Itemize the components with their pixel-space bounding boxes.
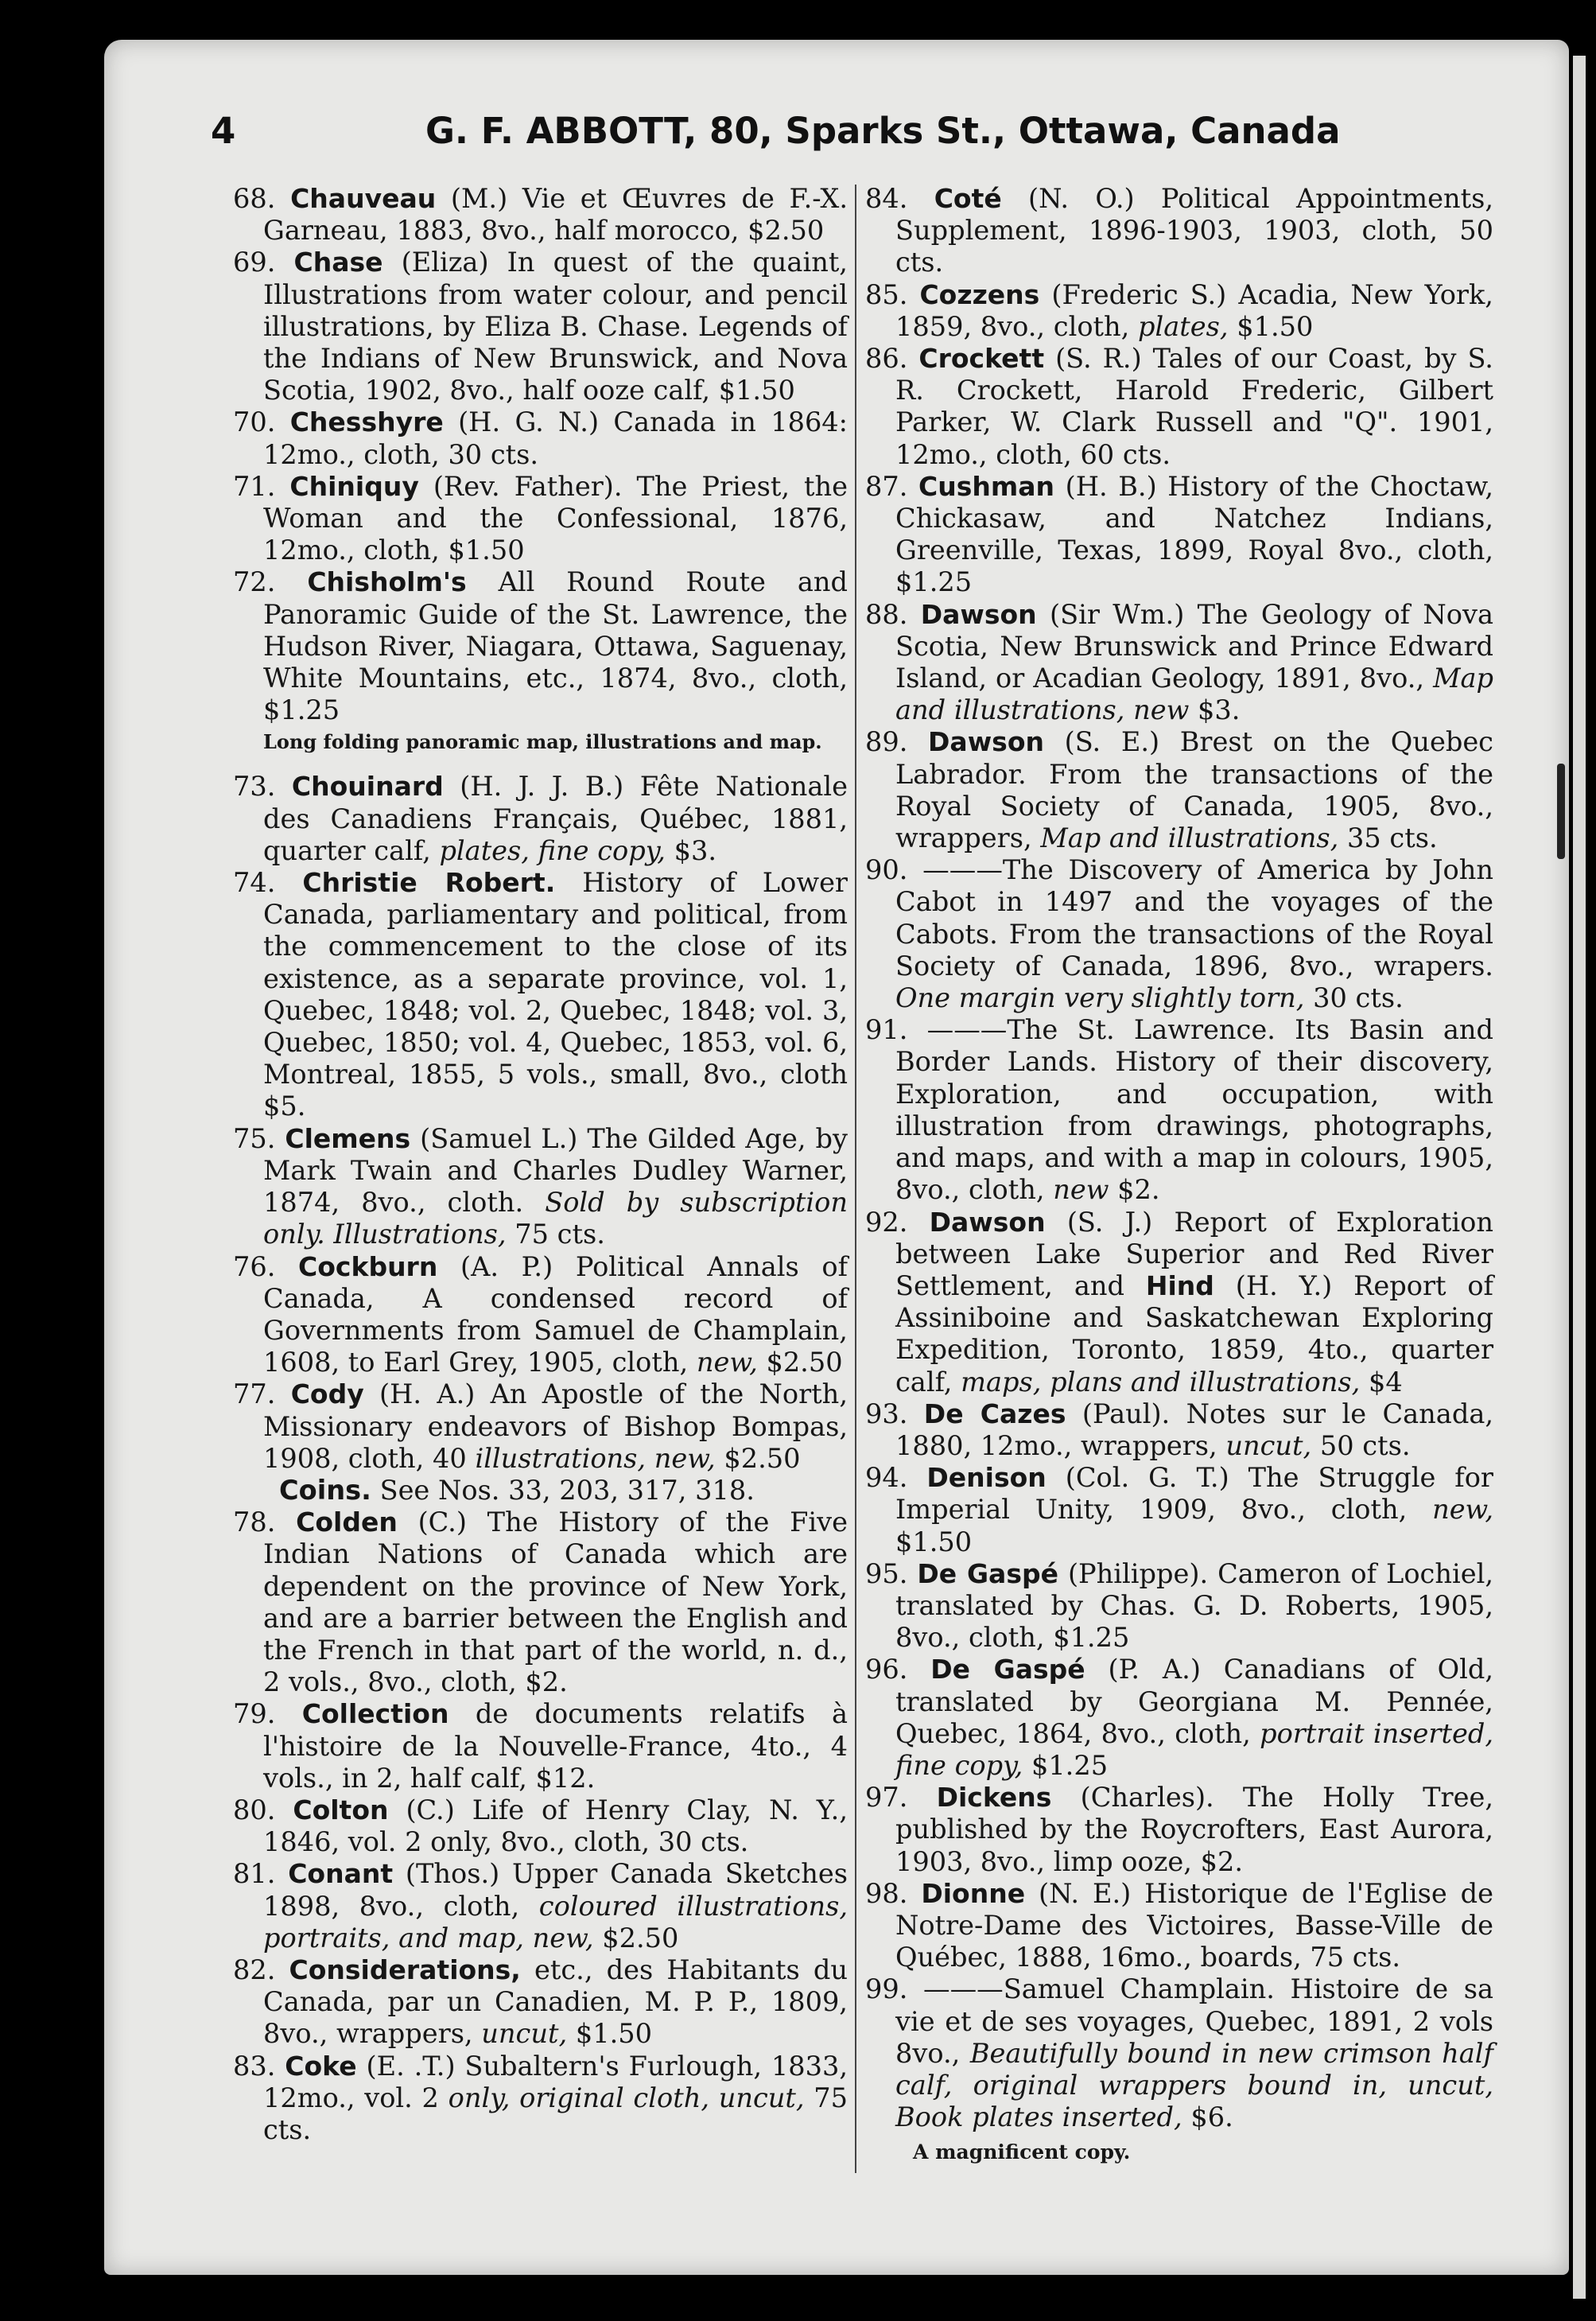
entry-name: Cozzens xyxy=(919,278,1040,310)
entry-text: (Col. G. T.) The Struggle for Imperial Unity, 1909, 8vo., cloth, xyxy=(895,1462,1493,1526)
entry-name: Hind xyxy=(1145,1269,1214,1301)
entry-price: 35 cts. xyxy=(1347,822,1438,854)
entry-text: (Eliza) In quest of the quaint, Illustrations from water colour, and pencil illustrations, by Eliza B. Chase. Legends of the Indians of New Brunswick, and Nova Scotia, 1902, 8vo., half ooze calf, $1.50 xyxy=(263,247,848,406)
entry-text: ———The St. Lawrence. Its Basin and Border Lands. History of their discovery, Exploration, and occupation, with illustration from drawings, photographs, and maps, and with a map in colours, 1905, 8vo., cloth, xyxy=(895,1014,1493,1206)
catalogue-entry xyxy=(865,854,1493,1014)
entry-condition: new, xyxy=(696,1347,758,1378)
scan-mark xyxy=(1557,764,1565,859)
entry-condition: new xyxy=(1053,1174,1109,1206)
entry-price: $2.50 xyxy=(724,1442,801,1474)
entry-text: ———The Discovery of America by John Cabot in 1497 and the voyages of the Cabots. From the transactions of the Royal Society of Canada, 1896, 8vo., wrapers. xyxy=(895,854,1493,982)
catalogue-entry xyxy=(233,247,848,406)
entry-name: De Gaspé xyxy=(917,1557,1058,1589)
entry-condition: coloured illustrations, portraits, and map, new, xyxy=(263,1890,848,1954)
entry-number: 92. xyxy=(865,1206,930,1238)
entry-text: See Nos. 33, 203, 317, 318. xyxy=(379,1474,755,1506)
entry-name: Colton xyxy=(293,1794,389,1825)
entry-text: (H. Y.) Report of Assiniboine and Saskatchewan Exploring Expedition, Toronto, 1859, 4to., quarter calf, xyxy=(895,1269,1493,1398)
entry-number: 74. xyxy=(233,867,303,899)
entry-name: Coté xyxy=(934,183,1002,214)
catalogue-entry xyxy=(865,1878,1493,1974)
entry-price: $6. xyxy=(1190,2101,1233,2133)
entry-name: Chiniquy xyxy=(289,470,419,502)
entry-number: 91. xyxy=(865,1014,927,1046)
catalogue-entry xyxy=(233,1794,848,1858)
catalogue-entry xyxy=(233,1954,848,2051)
catalogue-entry xyxy=(233,1698,848,1794)
catalogue-entry xyxy=(865,1558,1493,1654)
entry-text: (S. R.) Tales of our Coast, by S. R. Crockett, Harold Frederic, Gilbert Parker, W. Clark Russell and "Q". 1901, 12mo., cloth, 60 cts. xyxy=(895,343,1493,470)
entry-text: (P. A.) Canadians of Old, translated by Georgiana M. Pennée, Quebec, 1864, 8vo., cloth, xyxy=(895,1654,1494,1749)
entry-name: Chesshyre xyxy=(289,406,444,438)
catalogue-entry xyxy=(233,183,848,247)
entry-text: (A. P.) Political Annals of Canada, A condensed record of Governments from Samuel de Champlain, 1608, to Earl Grey, 1905, cloth, xyxy=(263,1250,848,1378)
entry-name: Collection xyxy=(301,1698,449,1730)
catalogue-entry xyxy=(233,867,848,1123)
entry-number: 87. xyxy=(865,470,918,502)
entry-name: Crockett xyxy=(918,343,1045,375)
catalogue-entry xyxy=(865,1782,1493,1878)
entry-number: 69. xyxy=(233,247,294,278)
entry-condition: illustrations, new, xyxy=(475,1442,716,1474)
entry-text: (N. E.) Historique de l'Eglise de Notre-Dame des Victoires, Basse-Ville de Québec, 1888, 16mo., boards, 75 cts. xyxy=(895,1877,1493,1973)
catalogue-entry xyxy=(865,1654,1493,1782)
page-number: 4 xyxy=(211,110,236,152)
entry-number: 86. xyxy=(865,343,919,375)
entry-number: 80. xyxy=(233,1794,293,1825)
entry-number: 98. xyxy=(865,1877,922,1909)
entry-name: Colden xyxy=(296,1507,398,1538)
entry-text: (H. B.) History of the Choctaw, Chickasaw, and Natchez Indians, Greenville, Texas, 1899, Royal 8vo., cloth, $1.25 xyxy=(895,470,1493,598)
entry-text: ———Samuel Champlain. Histoire de sa vie et de ses voyages, Quebec, 1891, 2 vols 8vo., xyxy=(895,1973,1493,2069)
entry-name: Conant xyxy=(288,1858,394,1890)
entry-text: etc., des Habitants du Canada, par un Canadien, M. P. P., 1809, 8vo., wrappers, xyxy=(263,1954,848,2050)
page-header xyxy=(111,105,1341,169)
entry-name: Coke xyxy=(285,2050,357,2082)
entry-note: A magnificent copy. xyxy=(913,2140,1131,2164)
entry-condition: uncut, xyxy=(481,2018,568,2050)
page-title: G. F. ABBOTT, 80, Sparks St., Ottawa, Canada xyxy=(425,110,1341,152)
entry-number: 88. xyxy=(865,598,921,630)
catalogue-entry xyxy=(233,771,848,867)
catalogue-entry xyxy=(865,599,1493,727)
entry-name: Clemens xyxy=(285,1122,411,1154)
entry-condition: uncut, xyxy=(1225,1429,1312,1461)
entry-number: 99. xyxy=(865,1973,924,2005)
entry-name: Denison xyxy=(926,1462,1047,1494)
entry-condition: maps, plans and illustrations, xyxy=(961,1366,1361,1398)
entry-name: Dawson xyxy=(920,598,1037,630)
entry-condition: portrait inserted, fine copy, xyxy=(895,1717,1493,1781)
entry-name: De Cazes xyxy=(923,1398,1066,1429)
entry-price: 75 cts. xyxy=(263,2082,848,2145)
entry-price: $2.50 xyxy=(602,1922,679,1954)
entry-text: (S. J.) Report of Exploration between Lake Superior and Red River Settlement, and xyxy=(895,1206,1493,1301)
entry-text: (C.) The History of the Five Indian Nations of Canada which are dependent on the province of New York, and are a barrier between the English and the French in that part of the world, n. d., 2 vols., 8vo., cloth, $2. xyxy=(263,1507,848,1698)
entry-name: Cockburn xyxy=(298,1250,438,1282)
entry-price: 50 cts. xyxy=(1319,1429,1411,1461)
catalogue-entry xyxy=(233,1378,848,1475)
column-divider xyxy=(855,185,856,2173)
entry-name: Dickens xyxy=(936,1782,1052,1814)
catalogue-entry xyxy=(233,1123,848,1251)
entry-text: (S. E.) Brest on the Quebec Labrador. From the transactions of the Royal Society of Canada, 1905, 8vo., wrappers, xyxy=(895,726,1493,854)
entry-text: History of Lower Canada, parliamentary and political, from the commencement to the close of its existence, as a separate province, vol. 1, Quebec, 1848; vol. 2, Quebec, 1848; vol. 3, Quebec, 1850; vol. 4, Quebec, 1853, vol. 6, Montreal, 1855, 5 vols., small, 8vo., cloth $5. xyxy=(263,867,848,1122)
entry-price: $1.50 xyxy=(575,2018,652,2050)
entry-condition: only, original cloth, uncut, xyxy=(448,2082,805,2113)
entry-name: Dionne xyxy=(921,1877,1026,1909)
entry-number: 89. xyxy=(865,726,929,758)
entry-text: (Thos.) Upper Canada Sketches 1898, 8vo., cloth, xyxy=(263,1858,848,1922)
entry-text: (Paul). Notes sur le Canada, 1880, 12mo., wrappers, xyxy=(895,1398,1494,1461)
catalogue-entry xyxy=(233,471,848,567)
entry-note: Long folding panoramic map, illustrations and map. xyxy=(263,730,822,754)
entry-name: Chisholm's xyxy=(307,566,467,598)
catalogue-entry xyxy=(233,2051,848,2147)
entry-text: All Round Route and Panoramic Guide of the St. Lawrence, the Hudson River, Niagara, Ottawa, Saguenay, White Mountains, etc., 1874, 8vo., cloth, $1.25 xyxy=(263,566,848,726)
entry-number: 82. xyxy=(233,1954,289,1985)
catalogue-entry xyxy=(865,726,1493,854)
entry-text: (Frederic S.) Acadia, New York, 1859, 8vo., cloth, xyxy=(895,278,1493,342)
cross-reference xyxy=(233,1475,848,1507)
entry-number: 81. xyxy=(233,1858,289,1890)
entry-price: $1.50 xyxy=(895,1526,973,1557)
entry-name: Cody xyxy=(290,1378,364,1410)
entry-number: 75. xyxy=(233,1122,285,1154)
entry-number: 76. xyxy=(233,1250,299,1282)
entry-price: $3. xyxy=(1198,694,1241,726)
entry-text: (M.) Vie et Œuvres de F.-X. Garneau, 1883, 8vo., half morocco, $2.50 xyxy=(263,183,848,247)
catalogue-entry xyxy=(233,566,848,726)
entry-condition: Beautifully bound in new crimson half calf, original wrappers bound in, uncut, Book plates inserted, xyxy=(895,2037,1493,2133)
entry-number: 78. xyxy=(233,1507,297,1538)
entry-condition: Map and illustrations, xyxy=(1040,822,1339,854)
entry-text: (Rev. Father). The Priest, the Woman and the Confessional, 1876, 12mo., cloth, $1.50 xyxy=(263,470,848,566)
entry-name: Christie Robert. xyxy=(302,867,556,899)
entry-condition: plates, xyxy=(1138,310,1229,342)
entry-price: $3. xyxy=(674,834,716,866)
entry-number: 68. xyxy=(233,183,291,214)
entry-number: 77. xyxy=(233,1378,291,1410)
entry-text: (Charles). The Holly Tree, published by the Roycrofters, East Aurora, 1903, 8vo., limp ooze, $2. xyxy=(895,1782,1493,1877)
entry-number: 79. xyxy=(233,1698,302,1730)
entry-text: (H. G. N.) Canada in 1864: 12mo., cloth, 30 cts. xyxy=(263,406,848,470)
entry-name: Coins. xyxy=(279,1474,371,1506)
entry-text: (Philippe). Cameron of Lochiel, translated by Chas. G. D. Roberts, 1905, 8vo., cloth, $1.25 xyxy=(895,1557,1493,1654)
catalogue-entry xyxy=(233,1858,848,1954)
catalogue-entry xyxy=(865,1462,1493,1558)
entry-name: Dawson xyxy=(928,726,1044,758)
catalogue-entry xyxy=(233,406,848,470)
entry-text: (H. J. J. B.) Fête Nationale des Canadiens Français, Québec, 1881, quarter calf, xyxy=(263,771,848,866)
entry-price: $2. xyxy=(1117,1174,1160,1206)
entry-number: 84. xyxy=(865,183,934,214)
entry-name: Dawson xyxy=(929,1206,1046,1238)
catalogue-entry xyxy=(233,1507,848,1698)
entry-condition: Sold by subscription only. Illustrations, xyxy=(263,1187,848,1250)
catalogue-entry xyxy=(865,1398,1493,1462)
entry-price: $1.50 xyxy=(1237,310,1314,342)
entry-price: $4 xyxy=(1369,1366,1403,1398)
entry-number: 70. xyxy=(233,406,290,438)
entry-condition: Map and illustrations, new xyxy=(895,663,1493,726)
catalogue-entry xyxy=(865,1207,1493,1398)
entry-text: (C.) Life of Henry Clay, N. Y., 1846, vol. 2 only, 8vo., cloth, 30 cts. xyxy=(263,1794,848,1858)
entry-text: (N. O.) Political Appointments, Supplement, 1896-1903, 1903, cloth, 50 cts. xyxy=(895,183,1493,278)
catalogue-entry xyxy=(865,1014,1493,1206)
entry-name: Chauveau xyxy=(290,183,437,214)
entry-text: de documents relatifs à l'histoire de la Nouvelle-France, 4to., 4 vols., in 2, half calf, $12. xyxy=(263,1698,848,1794)
entry-condition: plates, fine copy, xyxy=(439,834,666,866)
entry-price: $2.50 xyxy=(766,1347,843,1378)
catalogue-entry xyxy=(865,471,1493,599)
entry-number: 73. xyxy=(233,771,292,803)
entry-name: Considerations, xyxy=(289,1954,521,1985)
entry-number: 85. xyxy=(865,278,920,310)
entry-name: Chouinard xyxy=(291,771,444,803)
catalogue-entry xyxy=(865,279,1493,343)
entry-text: (E. .T.) Subaltern's Furlough, 1833, 12mo., vol. 2 xyxy=(263,2050,848,2113)
entry-number: 96. xyxy=(865,1654,931,1685)
entry-name: Cushman xyxy=(918,470,1054,502)
right-column xyxy=(865,183,1493,2169)
entry-price: $1.25 xyxy=(1031,1749,1109,1781)
entry-text: (Samuel L.) The Gilded Age, by Mark Twain and Charles Dudley Warner, 1874, 8vo., cloth. xyxy=(263,1122,848,1219)
entry-text: (Sir Wm.) The Geology of Nova Scotia, New Brunswick and Prince Edward Island, or Acadian Geology, 1891, 8vo., xyxy=(895,598,1493,694)
catalogue-entry xyxy=(865,183,1493,279)
entry-condition: One margin very slightly torn, xyxy=(895,982,1305,1014)
entry-number: 71. xyxy=(233,470,290,502)
entry-number: 90. xyxy=(865,854,923,886)
entry-number: 97. xyxy=(865,1782,937,1814)
entry-number: 83. xyxy=(233,2050,285,2082)
entry-condition: new, xyxy=(1432,1494,1493,1526)
entry-number: 95. xyxy=(865,1557,918,1589)
entry-name: Chase xyxy=(293,247,383,278)
entry-text: (H. A.) An Apostle of the North, Missionary endeavors of Bishop Bompas, 1908, cloth, 40 xyxy=(263,1378,848,1474)
entry-number: 94. xyxy=(865,1462,927,1494)
entry-number: 93. xyxy=(865,1398,924,1429)
entry-number: 72. xyxy=(233,566,308,598)
catalogue-entry xyxy=(233,1251,848,1379)
entry-price: 75 cts. xyxy=(515,1219,605,1250)
catalogue-entry xyxy=(865,1973,1493,2133)
next-page-edge xyxy=(1573,56,1586,2299)
entry-name: De Gaspé xyxy=(930,1654,1085,1685)
entry-price: 30 cts. xyxy=(1313,982,1404,1014)
left-column xyxy=(233,183,848,2146)
catalogue-entry xyxy=(865,343,1493,471)
